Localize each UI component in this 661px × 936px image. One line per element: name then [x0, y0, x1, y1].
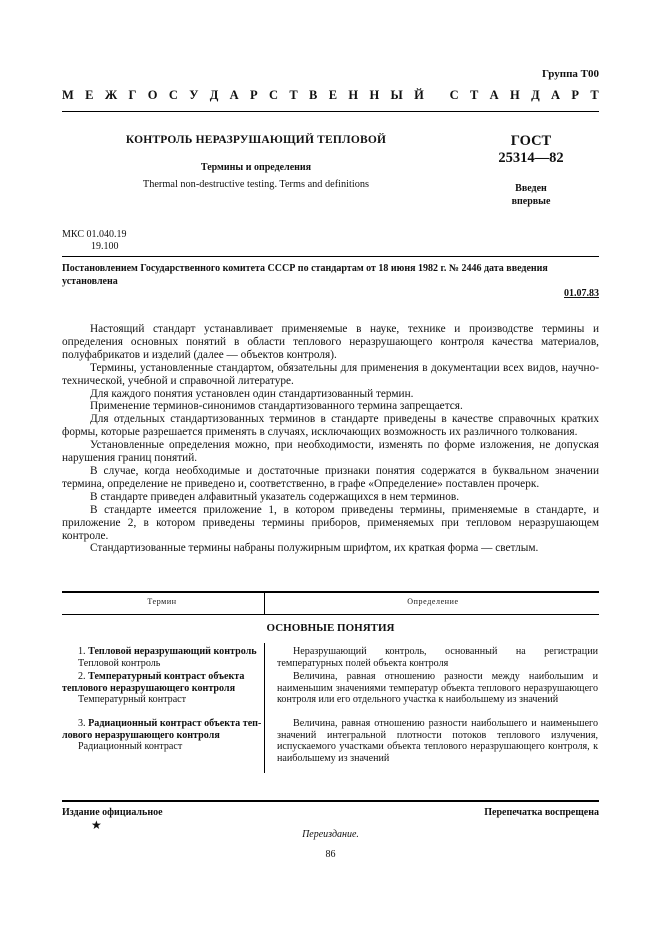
- banner-letter: Т: [590, 88, 599, 102]
- table-top-rule: [62, 591, 599, 593]
- definition-2: [277, 671, 598, 706]
- banner-letter: Е: [85, 88, 94, 102]
- term-name-cont: теплового неразрушающего контроля: [62, 682, 236, 694]
- introduction-date: 01.07.83: [564, 288, 599, 299]
- document-title: КОНТРОЛЬ НЕРАЗРУШАЮЩИЙ ТЕПЛОВОЙ: [125, 134, 387, 146]
- banner-letter: Д: [209, 88, 219, 102]
- banner-letter: С: [168, 88, 178, 102]
- term-short-form: Тепловой контроль: [78, 657, 161, 669]
- official-edition: Издание официальное: [62, 807, 163, 818]
- header-rule: [62, 111, 599, 112]
- introduction-body: [62, 323, 599, 555]
- mks-code-2: 19.100: [91, 241, 119, 252]
- footer-rule: [62, 800, 599, 802]
- term-name: Температурный контраст объекта: [88, 671, 245, 682]
- column-header-term: Термин: [147, 597, 177, 606]
- banner-letter: А: [229, 88, 239, 102]
- body-paragraph: Применение терминов-синонимов стандартизованного термина запрещается.: [90, 400, 463, 413]
- term-entry-1: [62, 646, 262, 669]
- standard-banner: [62, 88, 599, 103]
- banner-letter: Н: [369, 88, 380, 102]
- term-number: 3.: [78, 718, 86, 729]
- introduced-line1: Введен: [515, 183, 547, 194]
- body-paragraph: Для каждого понятия установлен один стандартизованный термин.: [90, 387, 414, 400]
- banner-letter: Н: [348, 88, 359, 102]
- body-column-divider: [264, 643, 265, 773]
- banner-letter: Т: [289, 88, 298, 102]
- banner-letter: С: [449, 88, 459, 102]
- banner-letter: Т: [469, 88, 479, 102]
- banner-letter: Ы: [390, 88, 403, 102]
- reprint-notice: Перепечатка воспрещена: [484, 807, 599, 818]
- definition-text: Величина, равная отношению разности между наибольшим и наименьшим значениями температур объекта теплового неразрушающего контроля или его отдельного участка к наибольшему из значений: [277, 671, 598, 706]
- banner-letter: О: [147, 88, 158, 102]
- body-paragraph: Настоящий стандарт устанавливает применяемые в науке, технике и производстве термины и определения основных понятий в области теплового неразрушающего контроля качества материалов, полуфабрикатов и изделий (далее — объектов контроля).: [62, 323, 599, 361]
- body-paragraph: Для отдельных стандартизованных терминов в стандарте приведены в качестве справочных кратких формы, которые разрешается применять в случаях, исключающих возможность их различного толкования.: [62, 413, 599, 439]
- banner-letter: В: [309, 88, 318, 102]
- banner-letter: У: [189, 88, 199, 102]
- document-subtitle: Термины и определения: [200, 162, 312, 173]
- body-paragraph: Стандартизованные термины набраны полужирным шрифтом, их краткая форма — светлым.: [90, 542, 539, 555]
- body-paragraph: В стандарте имеется приложение 1, в котором приведены термины, применяемые в стандарте, и приложение 2, в котором приведены термины приборов, применяемых при тепловом неразрушающем контроле.: [62, 503, 599, 542]
- header-column-divider: [264, 592, 265, 614]
- banner-letter: Е: [328, 88, 338, 102]
- definition-text: Неразрушающий контроль, основанный на регистрации температурных полей объекта контроля: [277, 646, 598, 669]
- banner-letter: А: [551, 88, 561, 102]
- body-paragraph: Термины, установленные стандартом, обязательны для применения в документации всех видов, научно-технической, учебной и справочной литературе.: [62, 361, 599, 387]
- gost-number: [472, 133, 590, 167]
- gost-code: 25314—82: [498, 150, 564, 166]
- column-header-definition: Определение: [407, 597, 459, 606]
- star-icon: ★: [91, 818, 102, 832]
- banner-letter: С: [269, 88, 279, 102]
- body-paragraph: В случае, когда необходимые и достаточные признаки понятия содержатся в буквальном значении термина, определение не приведено и, соответственно, в графе «Определение» поставлен прочерк.: [62, 464, 599, 490]
- term-entry-2: [62, 671, 262, 706]
- decree-rule: [62, 256, 599, 257]
- term-name: Тепловой неразрушающий контроль: [88, 646, 257, 657]
- definition-3: [277, 718, 598, 765]
- definition-text: Величина, равная отношению разности наибольшего и наименьшего значений интегральной плотности потоков теплового излучения, испускаемого участками объекта теплового неразрушающего контроля, к наибольшему из значений: [277, 718, 598, 765]
- group-code: Группа Т00: [541, 68, 599, 80]
- term-number: 1.: [78, 646, 86, 657]
- term-name-cont: лового неразрушающего контроля: [62, 729, 220, 741]
- banner-gap: [435, 88, 438, 103]
- banner-letter: Г: [128, 88, 137, 102]
- banner-letter: Ж: [104, 88, 118, 102]
- term-short-form: Температурный контраст: [78, 694, 187, 706]
- definition-1: [277, 646, 598, 669]
- decree-text: Постановлением Государственного комитета СССР по стандартам от 18 июня 1982 г. № 2446 дата введения установлена: [62, 263, 548, 287]
- page-number: 86: [325, 849, 336, 860]
- term-short-form: Радиационный контраст: [78, 741, 183, 753]
- term-name: Радиационный контраст объекта теп-: [88, 718, 262, 729]
- banner-letter: Р: [571, 88, 580, 102]
- term-entry-3: [62, 718, 262, 753]
- english-title: Thermal non-destructive testing. Terms and definitions: [142, 179, 370, 190]
- introduced-line2: впервые: [511, 196, 551, 207]
- gost-label: ГОСТ: [510, 133, 552, 149]
- banner-letter: Й: [414, 88, 424, 102]
- banner-letter: М: [62, 88, 74, 102]
- introduced-note: [472, 182, 590, 208]
- banner-letter: Р: [250, 88, 258, 102]
- body-paragraph: Установленные определения можно, при необходимости, изменять по форме изложения, не допуская нарушения границ понятий.: [62, 439, 599, 465]
- table-header-rule: [62, 614, 599, 615]
- banner-letter: А: [489, 88, 499, 102]
- body-paragraph: В стандарте приведен алфавитный указатель содержащихся в нем терминов.: [90, 490, 460, 503]
- reissue-note: Переиздание.: [302, 829, 359, 840]
- section-heading: ОСНОВНЫЕ ПОНЯТИЯ: [266, 622, 395, 634]
- banner-letter: Д: [531, 88, 540, 102]
- term-number: 2.: [78, 671, 86, 682]
- banner-letter: Н: [510, 88, 520, 102]
- mks-code: МКС 01.040.19: [62, 229, 127, 240]
